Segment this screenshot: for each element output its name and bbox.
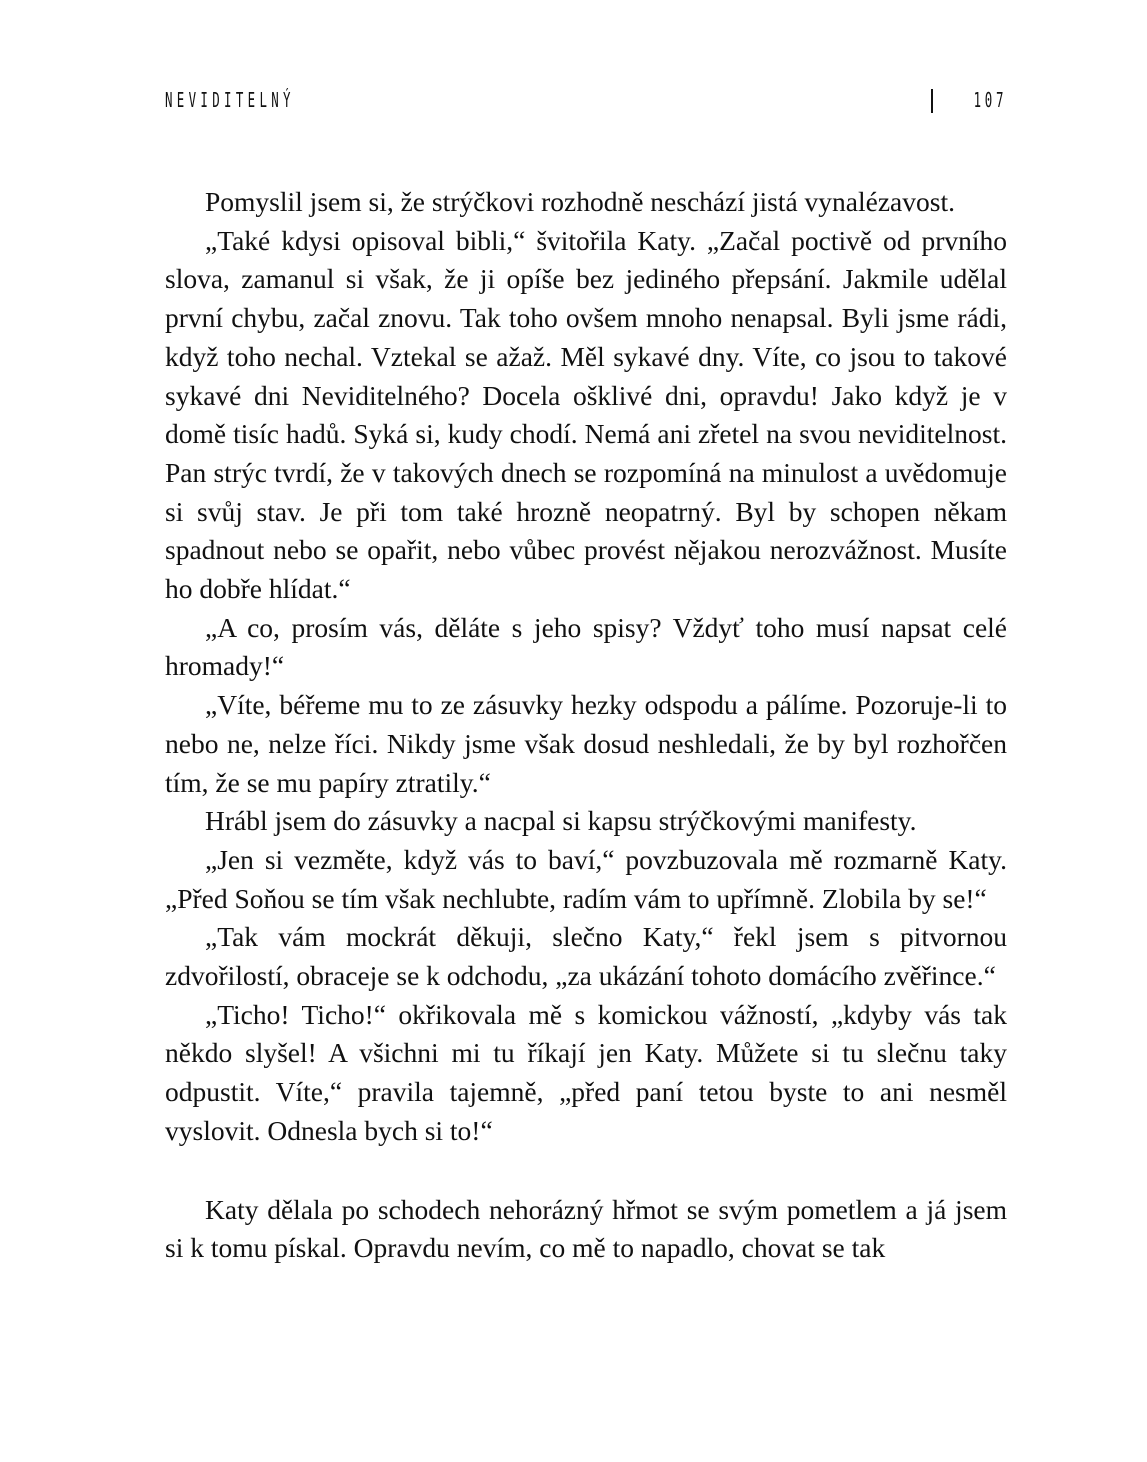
body-text xyxy=(165,183,1007,1268)
section-break xyxy=(165,1151,1007,1191)
paragraph: „A co, prosím vás, děláte s jeho spisy? Vždyť toho musí napsat celé hromady!“ xyxy=(165,611,1007,682)
paragraph: „Tak vám mockrát děkuji, slečno Katy,“ řekl jsem s pitvornou zdvořilostí, obraceje se k odchodu, „za ukázání tohoto domácího zvěřince.“ xyxy=(165,921,1007,992)
paragraph: Hrábl jsem do zásuvky a nacpal si kapsu strýčkovými manifesty. xyxy=(205,805,917,837)
paragraph: „Také kdysi opisoval bibli,“ švitořila Katy. „Začal poctivě od prvního slova, zamanul si však, že ji opíše bez jediného přepsání. Jakmile udělal první chybu, začal znovu. Tak toho ovšem mnoho nenapsal. Byli jsme rádi, když toho nechal. Vztekal se ažaž. Měl sykavé dny. Víte, co jsou to takové sykavé dni Neviditelného? Docela ošklivé dni, opravdu! Jako když je v domě tisíc hadů. Syká si, kudy chodí. Nemá ani zřetel na svou neviditelnost. Pan strýc tvrdí, že v takových dnech se rozpomíná na minulost a uvědomuje si svůj stav. Je při tom také hrozně neopatrný. Byl by schopen někam spadnout nebo se opařit, nebo vůbec provést nějakou nerozvážnost. Musíte ho dobře hlídat.“ xyxy=(165,224,1007,605)
paragraph: „Jen si vezměte, když vás to baví,“ povzbuzovala mě rozmarně Katy. „Před Soňou se tím však nechlubte, radím vám to upřímně. Zlobila by se!“ xyxy=(165,843,1007,914)
page-number-block xyxy=(931,88,1007,113)
paragraph: „Víte, béřeme mu to ze zásuvky hezky odspodu a pálíme. Pozoruje-li to nebo ne, nelze říci. Nikdy jsme však dosud neshledali, že by byl rozhořčen tím, že se mu papíry ztratily.“ xyxy=(165,689,1007,798)
book-title: NEVIDITELNÝ xyxy=(165,88,295,112)
paragraph: Pomyslil jsem si, že strýčkovi rozhodně neschází jistá vynalézavost. xyxy=(205,186,955,217)
header-divider xyxy=(931,89,933,113)
paragraph: „Ticho! Ticho!“ okřikovala mě s komickou vážností, „kdyby vás tak někdo slyšel! A všichni mi tu říkají jen Katy. Můžete si tu slečnu taky odpustit. Víte,“ pravila tajemně, „před paní tetou byste to ani nesměl vyslovit. Odnesla bych si to!“ xyxy=(165,998,1007,1146)
page-number: 107 xyxy=(973,88,1007,112)
running-header xyxy=(165,88,1007,118)
paragraph: Katy dělala po schodech nehorázný hřmot se svým pometlem a já jsem si k tomu pískal. Opravdu nevím, co mě to napadlo, chovat se tak xyxy=(165,1193,1007,1264)
